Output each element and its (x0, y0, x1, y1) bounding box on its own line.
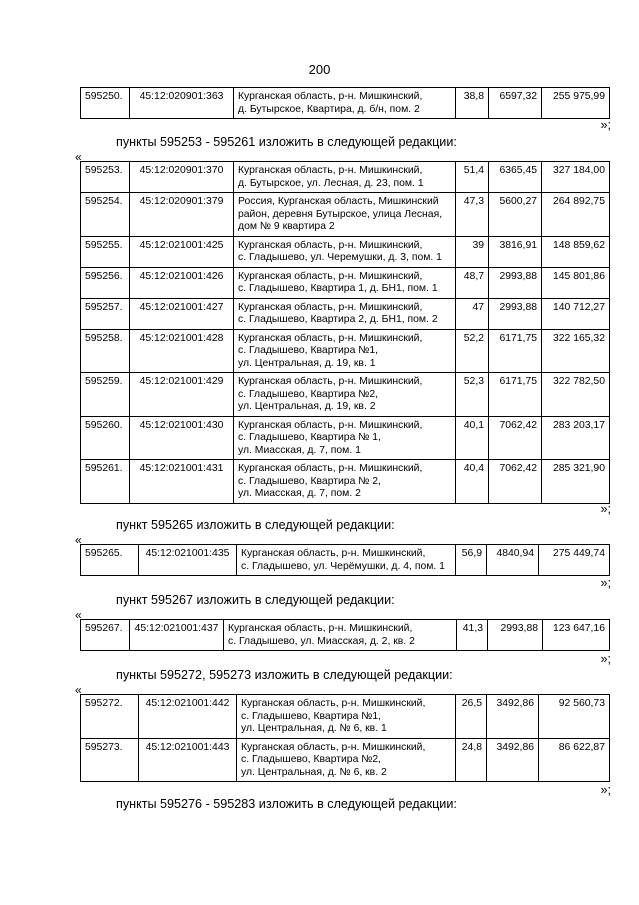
area-cell: 40,4 (456, 460, 489, 504)
address-cell (224, 620, 457, 651)
price-per-unit-cell: 2993,88 (488, 620, 543, 651)
cadastral-number-cell: 45:12:021001:443 (139, 738, 237, 782)
table-row (81, 738, 610, 782)
total-value-cell: 283 203,17 (542, 416, 610, 460)
opening-quote: « (75, 683, 82, 697)
row-number-cell: 595256. (81, 267, 130, 298)
area-cell: 38,8 (456, 88, 489, 119)
closing-quote: »; (600, 783, 611, 797)
table-row (81, 416, 610, 460)
price-per-unit-cell: 6597,32 (489, 88, 542, 119)
total-value-cell: 264 892,75 (542, 193, 610, 237)
area-cell: 52,3 (456, 373, 489, 417)
cadastral-number-cell: 45:12:020901:379 (130, 193, 234, 237)
table-row (81, 298, 610, 329)
total-value-cell: 322 165,32 (542, 329, 610, 373)
table-row (81, 373, 610, 417)
address-line: ул. Центральная, д. 19, кв. 1 (238, 357, 376, 369)
cadastral-number-cell: 45:12:020901:363 (130, 88, 234, 119)
row-number-cell: 595258. (81, 329, 130, 373)
cadastral-number-cell: 45:12:021001:426 (130, 267, 234, 298)
address-cell (234, 329, 456, 373)
price-per-unit-cell: 5600,27 (489, 193, 542, 237)
address-line: с. Гладышево, Квартира №2, (238, 388, 379, 400)
paragraph-intro: пункты 595276 - 595283 изложить в следующей редакции: (116, 797, 457, 811)
address-cell (237, 738, 456, 782)
address-line: дом № 9 квартира 2 (238, 221, 335, 232)
total-value-cell: 140 712,27 (542, 298, 610, 329)
cadastral-number-cell: 45:12:021001:430 (130, 416, 234, 460)
area-cell: 40,1 (456, 416, 489, 460)
address-line: д. Бутырское, Квартира, д. б/н, пом. 2 (238, 103, 420, 115)
total-value-cell: 255 975,99 (542, 88, 610, 119)
address-line: Курганская область, р-н. Мишкинский, (238, 239, 423, 251)
price-per-unit-cell: 2993,88 (489, 298, 542, 329)
address-line: с. Гладышево, Квартира № 1, (238, 432, 381, 443)
address-line: Курганская область, р-н. Мишкинский, (241, 548, 426, 559)
paragraph-intro: пункты 595253 - 595261 изложить в следующей редакции: (116, 135, 457, 149)
table-row (81, 545, 610, 576)
address-line: с. Гладышево, ул. Миасская, д. 2, кв. 2 (228, 635, 415, 647)
area-cell: 47,3 (456, 193, 489, 237)
paragraph-intro: пункт 595267 изложить в следующей редакции: (116, 593, 395, 607)
table-row (81, 329, 610, 373)
cadastral-number-cell: 45:12:021001:437 (130, 620, 224, 651)
cadastral-number-cell: 45:12:021001:435 (139, 545, 237, 576)
price-per-unit-cell: 7062,42 (489, 416, 542, 460)
area-cell: 24,8 (456, 738, 487, 782)
row-number-cell: 595261. (81, 460, 130, 504)
row-number-cell: 595255. (81, 236, 130, 267)
address-line: с. Гладышево, Квартира № 2, (238, 475, 381, 487)
address-cell (234, 236, 456, 267)
page-number: 200 (308, 62, 331, 77)
address-line: Курганская область, р-н. Мишкинский, (238, 463, 423, 474)
opening-quote: « (75, 150, 82, 164)
address-line: ул. Центральная, д. № 6, кв. 2 (241, 766, 387, 778)
area-cell: 41,3 (457, 620, 488, 651)
paragraph-intro: пункты 595272, 595273 изложить в следующей редакции: (116, 668, 453, 682)
table-row (81, 88, 610, 119)
area-cell: 48,7 (456, 267, 489, 298)
address-line: район, деревня Бутырское, улица Лесная, (238, 208, 443, 220)
table-block-4 (80, 694, 610, 782)
row-number-cell: 595265. (81, 545, 139, 576)
closing-quote: »; (600, 576, 611, 590)
table-row (81, 267, 610, 298)
cadastral-number-cell: 45:12:021001:427 (130, 298, 234, 329)
address-cell (234, 162, 456, 193)
closing-quote: »; (600, 502, 611, 516)
address-line: Курганская область, р-н. Мишкинский, (238, 419, 423, 431)
total-value-cell: 285 321,90 (542, 460, 610, 504)
row-number-cell: 595253. (81, 162, 130, 193)
address-line: с. Гладышево, Квартира 1, д. БН1, пом. 1 (238, 283, 438, 294)
address-line: ул. Миасская, д. 7, пом. 1 (238, 444, 361, 456)
row-number-cell: 595250. (81, 88, 130, 119)
table-block-3 (80, 619, 610, 651)
total-value-cell: 145 801,86 (542, 267, 610, 298)
address-cell (237, 545, 456, 576)
row-number-cell: 595254. (81, 193, 130, 237)
address-cell (234, 193, 456, 237)
area-cell: 39 (456, 236, 489, 267)
price-per-unit-cell: 6171,75 (489, 329, 542, 373)
total-value-cell: 123 647,16 (543, 620, 610, 651)
total-value-cell: 86 622,87 (539, 738, 610, 782)
price-per-unit-cell: 6171,75 (489, 373, 542, 417)
cadastral-number-cell: 45:12:021001:425 (130, 236, 234, 267)
table-block-2 (80, 544, 610, 576)
address-line: ул. Миасская, д. 7, пом. 2 (238, 488, 361, 499)
table-block-0 (80, 87, 610, 119)
closing-quote: »; (600, 652, 611, 666)
price-per-unit-cell: 3492,86 (487, 695, 539, 739)
address-line: с. Гладышево, Квартира №1, (241, 710, 382, 722)
address-line: ул. Центральная, д. 19, кв. 2 (238, 401, 376, 412)
table-row (81, 620, 610, 651)
price-per-unit-cell: 2993,88 (489, 267, 542, 298)
row-number-cell: 595260. (81, 416, 130, 460)
area-cell: 47 (456, 298, 489, 329)
address-line: с. Гладышево, Квартира №1, (238, 345, 379, 356)
row-number-cell: 595273. (81, 738, 139, 782)
table-row (81, 236, 610, 267)
cadastral-number-cell: 45:12:021001:429 (130, 373, 234, 417)
row-number-cell: 595267. (81, 620, 130, 651)
address-cell (237, 695, 456, 739)
address-line: Курганская область, р-н. Мишкинский, (241, 741, 426, 753)
address-cell (234, 460, 456, 504)
cadastral-number-cell: 45:12:021001:428 (130, 329, 234, 373)
address-cell (234, 416, 456, 460)
table-row (81, 193, 610, 237)
address-line: ул. Центральная, д. № 6, кв. 1 (241, 723, 387, 734)
total-value-cell: 322 782,50 (542, 373, 610, 417)
paragraph-intro: пункт 595265 изложить в следующей редакции: (116, 518, 395, 532)
address-line: Курганская область, р-н. Мишкинский, (238, 376, 423, 387)
cadastral-number-cell: 45:12:020901:370 (130, 162, 234, 193)
table-block-1 (80, 161, 610, 504)
area-cell: 52,2 (456, 329, 489, 373)
address-line: с. Гладышево, ул. Черемушки, д. 3, пом. 1 (238, 252, 442, 263)
address-line: д. Бутырское, ул. Лесная, д. 23, пом. 1 (238, 177, 424, 189)
total-value-cell: 275 449,74 (539, 545, 610, 576)
price-per-unit-cell: 7062,42 (489, 460, 542, 504)
address-line: Курганская область, р-н. Мишкинский, (238, 270, 423, 282)
total-value-cell: 92 560,73 (539, 695, 610, 739)
address-cell (234, 298, 456, 329)
address-line: с. Гладышево, Квартира №2, (241, 754, 382, 765)
area-cell: 51,4 (456, 162, 489, 193)
cadastral-number-cell: 45:12:021001:442 (139, 695, 237, 739)
total-value-cell: 148 859,62 (542, 236, 610, 267)
address-cell (234, 267, 456, 298)
opening-quote: « (75, 608, 82, 622)
address-line: Курганская область, р-н. Мишкинский, (228, 623, 413, 634)
table-row (81, 162, 610, 193)
price-per-unit-cell: 3816,91 (489, 236, 542, 267)
row-number-cell: 595272. (81, 695, 139, 739)
total-value-cell: 327 184,00 (542, 162, 610, 193)
address-line: с. Гладышево, ул. Черёмушки, д. 4, пом. 1 (241, 560, 445, 572)
address-line: Курганская область, р-н. Мишкинский, (238, 91, 423, 102)
cadastral-number-cell: 45:12:021001:431 (130, 460, 234, 504)
row-number-cell: 595259. (81, 373, 130, 417)
area-cell: 26,5 (456, 695, 487, 739)
closing-quote: »; (600, 118, 611, 132)
address-cell (234, 373, 456, 417)
address-line: Курганская область, р-н. Мишкинский, (238, 332, 423, 344)
address-line: Курганская область, р-н. Мишкинский, (241, 698, 426, 709)
price-per-unit-cell: 6365,45 (489, 162, 542, 193)
price-per-unit-cell: 4840,94 (487, 545, 539, 576)
address-line: Россия, Курганская область, Мишкинский (238, 196, 439, 207)
table-row (81, 695, 610, 739)
table-row (81, 460, 610, 504)
address-line: Курганская область, р-н. Мишкинский, (238, 301, 423, 313)
area-cell: 56,9 (456, 545, 487, 576)
opening-quote: « (75, 533, 82, 547)
address-cell (234, 88, 456, 119)
row-number-cell: 595257. (81, 298, 130, 329)
address-line: с. Гладышево, Квартира 2, д. БН1, пом. 2 (238, 314, 438, 325)
address-line: Курганская область, р-н. Мишкинский, (238, 165, 423, 176)
price-per-unit-cell: 3492,86 (487, 738, 539, 782)
